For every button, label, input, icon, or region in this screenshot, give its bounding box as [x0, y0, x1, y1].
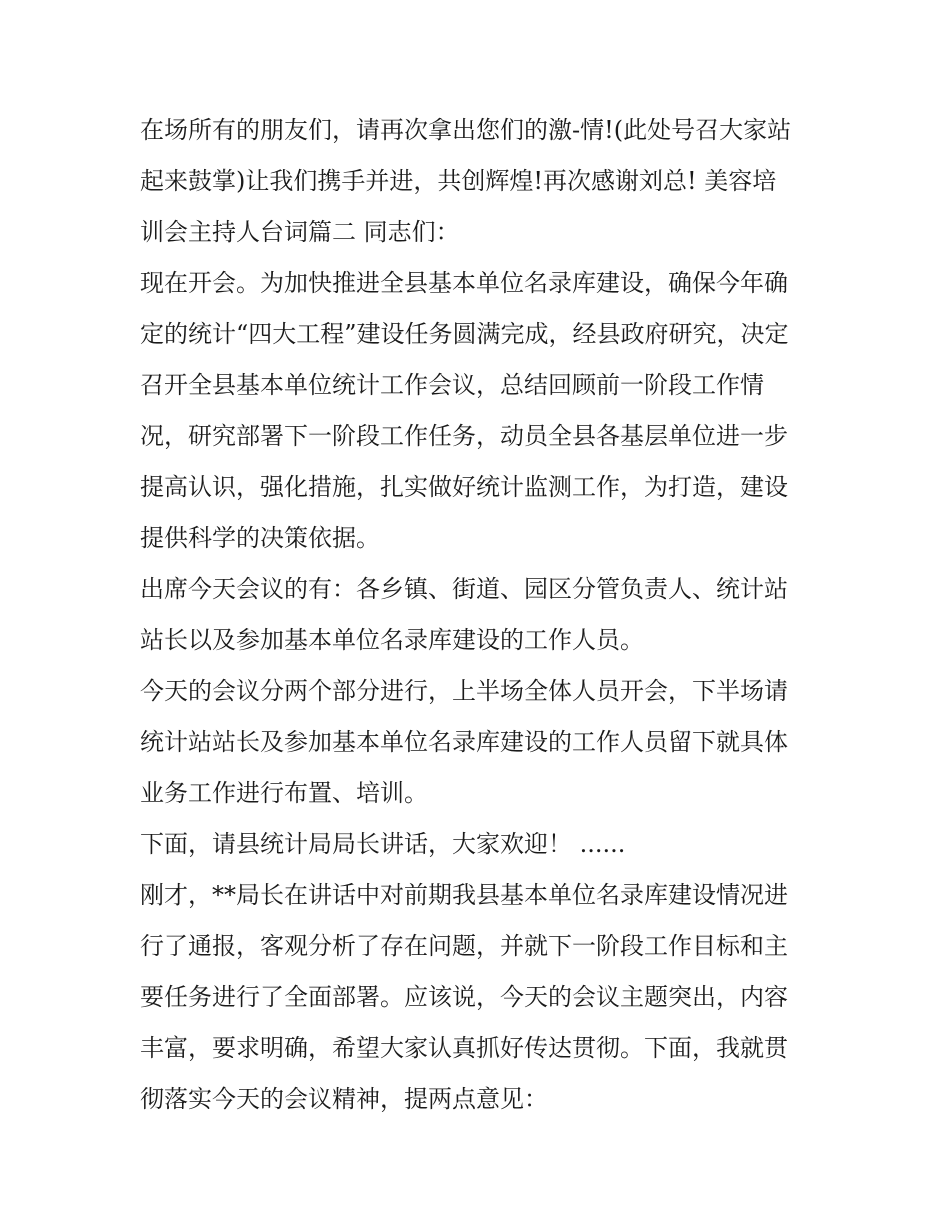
text-line: 刚才，**局长在讲话中对前期我县基本单位名录库建设情况进	[140, 881, 788, 909]
text-line: 站长以及参加基本单位名录库建设的工作人员。	[140, 626, 644, 654]
text-line: 在场所有的朋友们，请再次拿出您们的激-情!(此处号召大家站	[140, 116, 792, 144]
text-line: 要任务进行了全面部署。应该说，今天的会议主题突出，内容	[140, 983, 788, 1011]
text-line: 提高认识，强化措施，扎实做好统计监测工作，为打造，建设	[140, 473, 788, 501]
document-body	[140, 105, 830, 1125]
text-line: 训会主持人台词篇二 同志们：	[140, 218, 460, 246]
text-line: 业务工作进行布置、培训。	[140, 779, 428, 807]
text-line: 定的统计“四大工程”建设任务圆满完成，经县政府研究，决定	[140, 320, 789, 348]
text-line: 起来鼓掌)让我们携手并进，共创辉煌!再次感谢刘总! 美容培	[140, 167, 777, 195]
text-line: 提供科学的决策依据。	[140, 524, 380, 552]
text-line: 况，研究部署下一阶段工作任务，动员全县各基层单位进一步	[140, 422, 788, 450]
text-line: 出席今天会议的有：各乡镇、街道、园区分管负责人、统计站	[140, 575, 788, 603]
text-line: 下面，请县统计局局长讲话，大家欢迎！ ......	[140, 830, 626, 858]
text-line: 行了通报，客观分析了存在问题，并就下一阶段工作目标和主	[140, 932, 788, 960]
text-line: 现在开会。为加快推进全县基本单位名录库建设，确保今年确	[140, 269, 788, 297]
text-line: 丰富，要求明确，希望大家认真抓好传达贯彻。下面，我就贯	[140, 1034, 788, 1062]
text-line: 召开全县基本单位统计工作会议，总结回顾前一阶段工作情	[140, 371, 764, 399]
text-line: 今天的会议分两个部分进行，上半场全体人员开会，下半场请	[140, 677, 788, 705]
text-line: 彻落实今天的会议精神，提两点意见：	[140, 1085, 548, 1113]
text-line: 统计站站长及参加基本单位名录库建设的工作人员留下就具体	[140, 728, 788, 756]
